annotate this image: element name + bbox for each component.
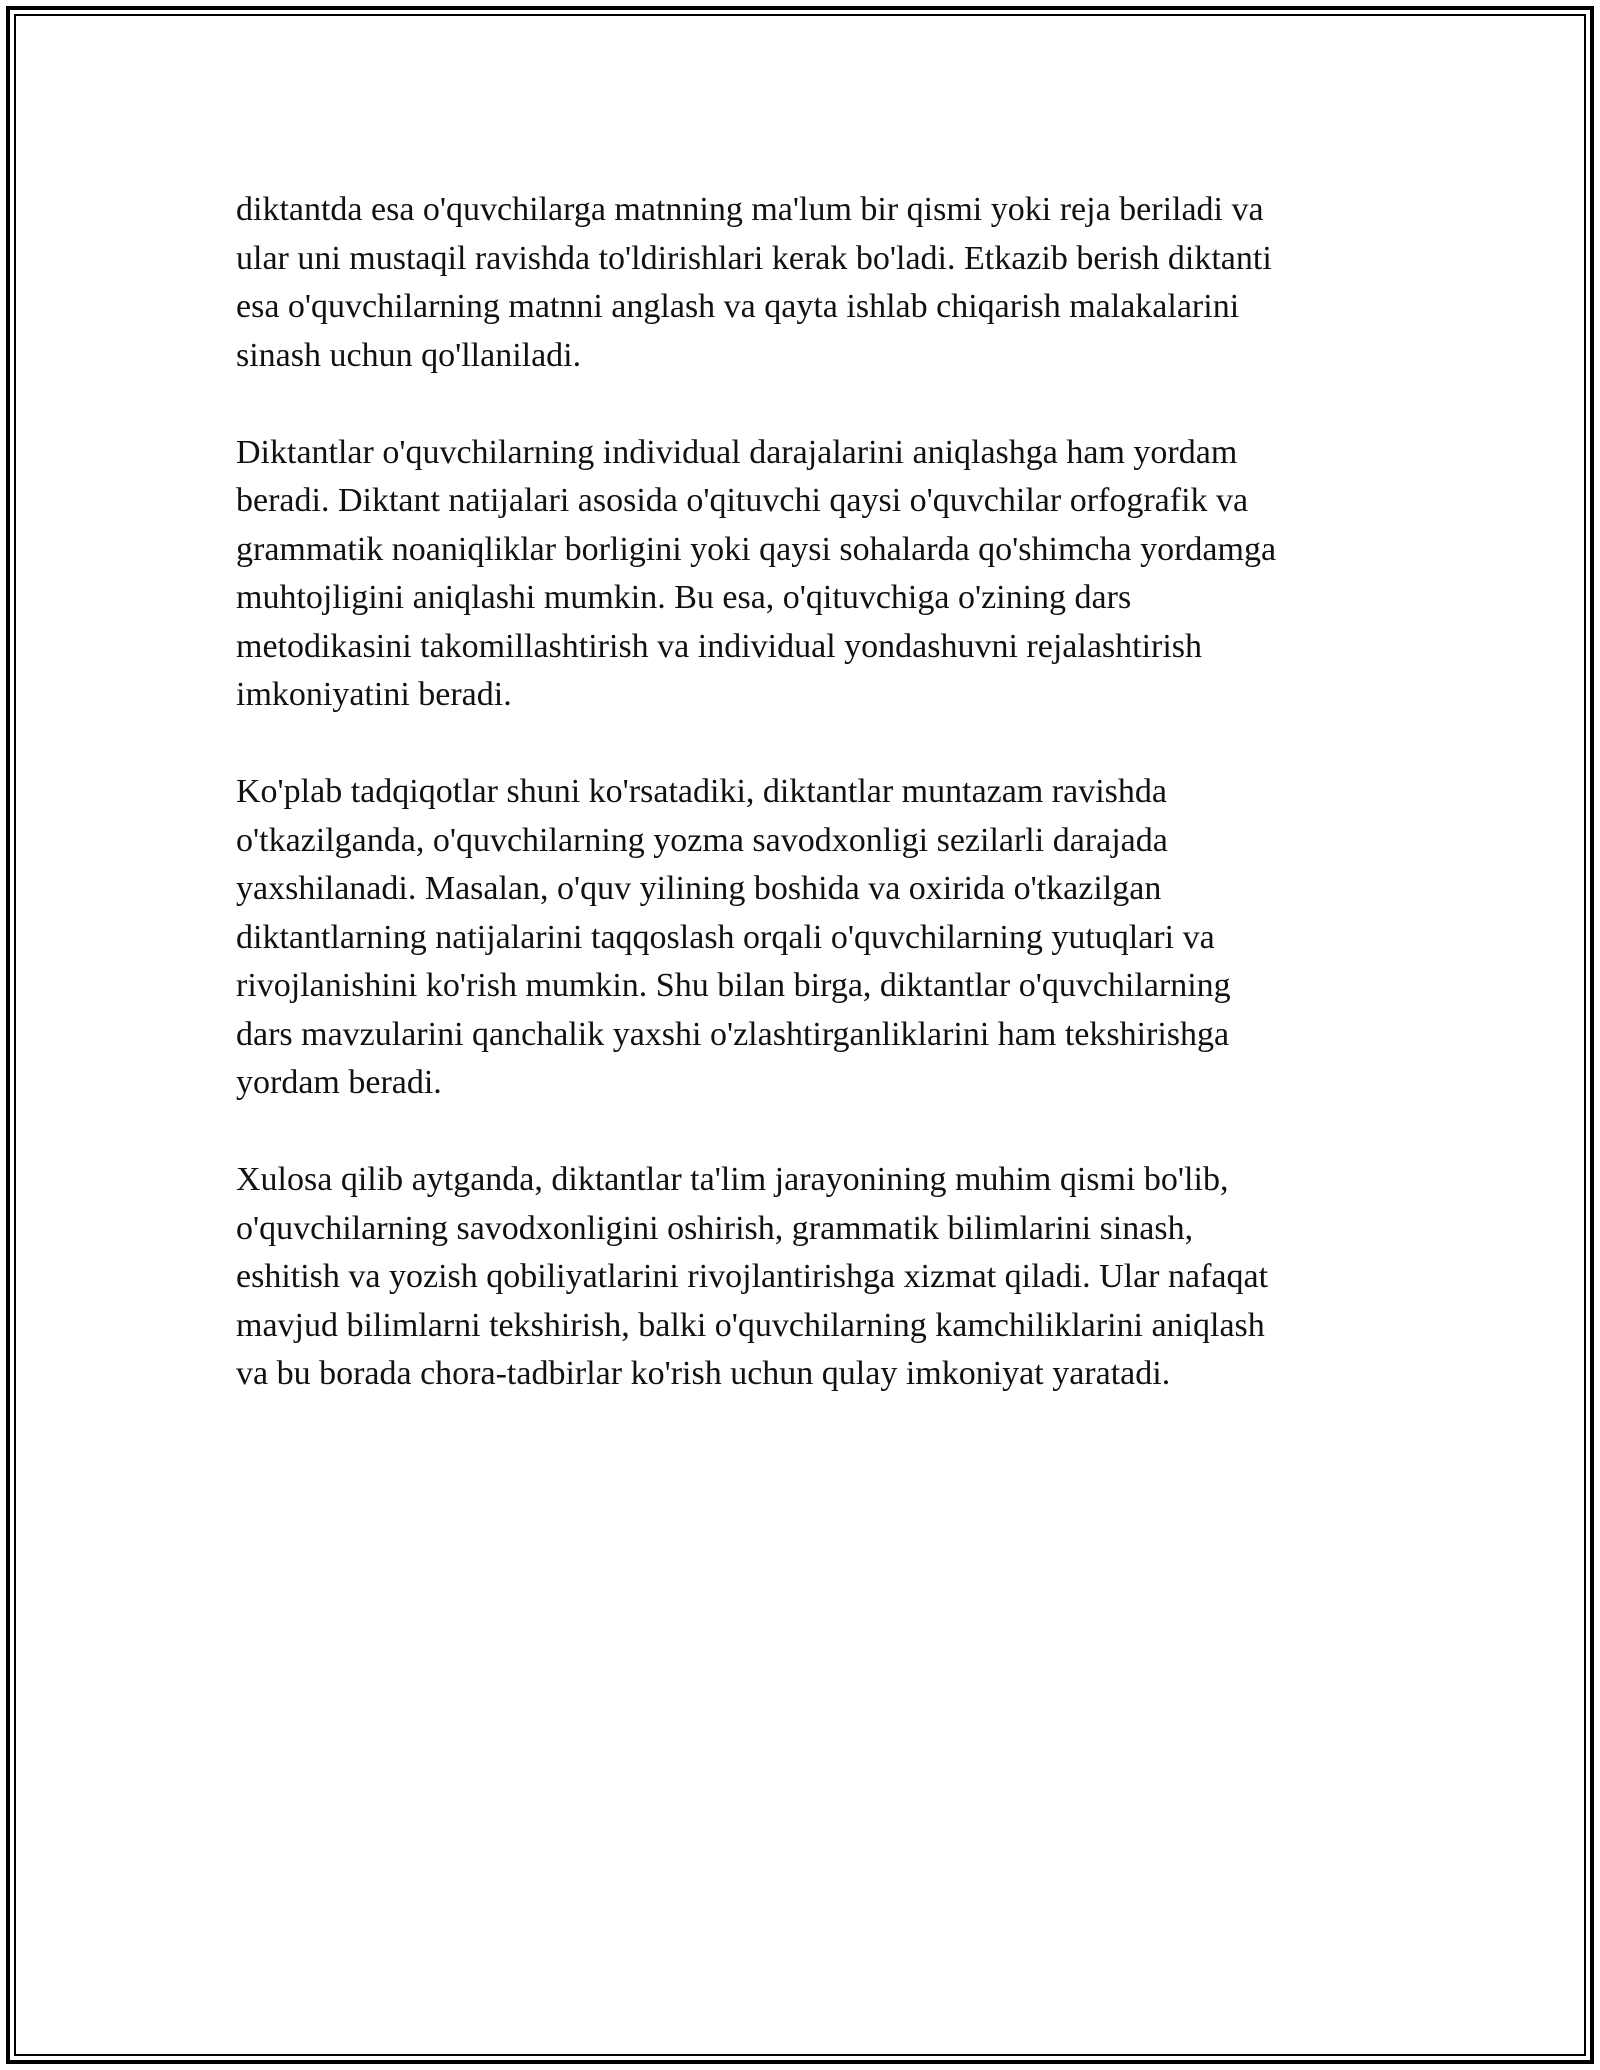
paragraph-individual-levels: Diktantlar o'quvchilarning individual darajalarini aniqlashga ham yordam beradi. Diktant natijalari asosida o'qituvchi qaysi o'quvchilar orfografik va grammatik noaniqliklar borligini yoki qaysi sohalarda qo'shimcha yordamga muhtojligini aniqlashi mumkin. Bu esa, o'qituvchiga o'zining dars metodikasini takomillashtirish va individual yondashuvni rejalashtirish imkoniyatini beradi. [236, 433, 1277, 713]
paragraph-conclusion: Xulosa qilib aytganda, diktantlar ta'lim jarayonining muhim qismi bo'lib, o'quvchilarning savodxonligini oshirish, grammatik bilimlarini sinash, eshitish va yozish qobiliyatlarini rivojlantirishga xizmat qiladi. Ular nafaqat mavjud bilimlarni tekshirish, balki o'quvchilarning kamchiliklarini aniqlash va bu borada chora-tadbirlar ko'rish uchun qulay imkoniyat yaratadi. [236, 1161, 1269, 1392]
document-body [236, 186, 1376, 1447]
paragraph-dictation-types: diktantda esa o'quvchilarga matnning ma'lum bir qismi yoki reja beriladi va ular uni mustaqil ravishda to'ldirishlari kerak bo'ladi. Etkazib berish diktanti esa o'quvchilarning matnni anglash va qayta ishlab chiqarish malakalarini sinash uchun qo'llaniladi. [236, 191, 1272, 374]
paragraph-research-results: Ko'plab tadqiqotlar shuni ko'rsatadiki, diktantlar muntazam ravishda o'tkazilganda, o'quvchilarning yozma savodxonligi sezilarli darajada yaxshilanadi. Masalan, o'quv yilining boshida va oxirida o'tkazilgan diktantlarning natijalarini taqqoslash orqali o'quvchilarning yutuqlari va rivojlanishini ko'rish mumkin. Shu bilan birga, diktantlar o'quvchilarning dars mavzularini qanchalik yaxshi o'zlashtirganliklarini ham tekshirishga yordam beradi. [236, 773, 1231, 1101]
